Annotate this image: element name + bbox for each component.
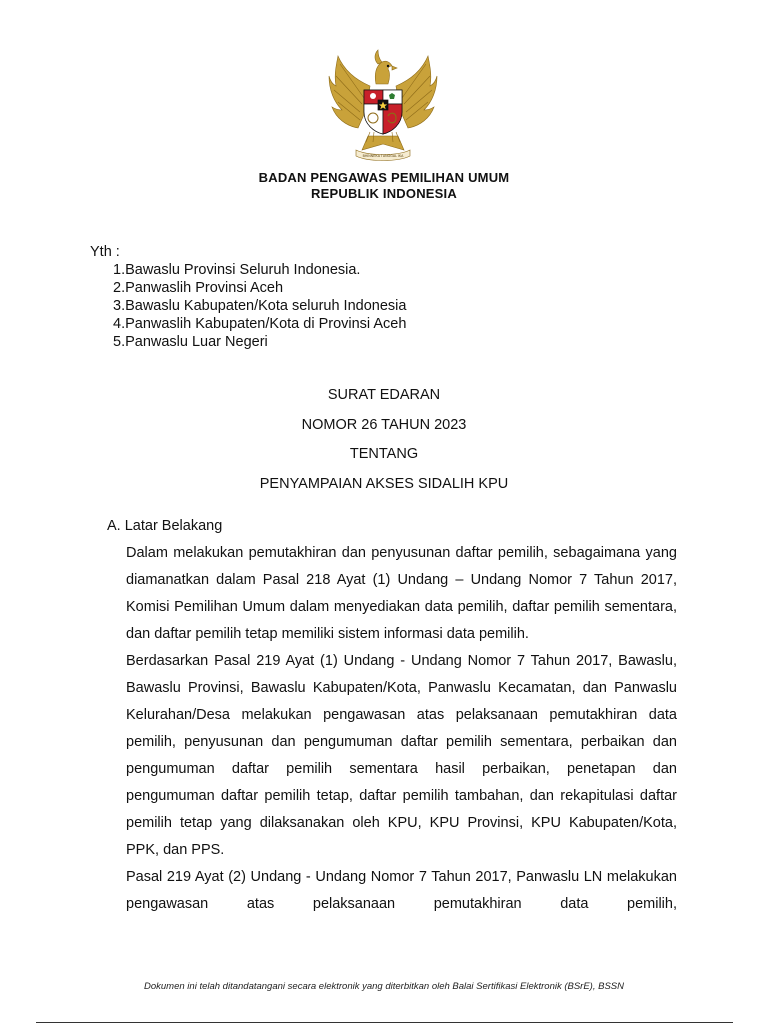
signature-footer-note: Dokumen ini telah ditandatangani secara elektronik yang diterbitkan oleh Balai Sertifikasi Elektronik (BSrE), BSSN <box>144 981 624 992</box>
footer-divider <box>36 1022 733 1023</box>
body-paragraph: Pasal 219 Ayat (2) Undang - Undang Nomor 7 Tahun 2017, Panwaslu LN melakukan pengawasan atas pelaksanaan pemutakhiran data pemilih, <box>126 869 677 912</box>
section-heading: A. Latar Belakang <box>107 518 223 534</box>
title-about: TENTANG <box>349 446 419 462</box>
body-paragraph: Berdasarkan Pasal 219 Ayat (1) Undang - Undang Nomor 7 Tahun 2017, Bawaslu, Bawaslu Provinsi, Bawaslu Kabupaten/Kota, Panwaslu Kecamatan, dan Panwaslu Kelurahan/Desa melakukan pengawasan atas pelaksanaan pemutakhiran data pemilih, penyusunan dan pengumuman daftar pemilih sementara, perbaikan dan pengumuman daftar pemilih sementara hasil perbaikan, penetapan dan pengumuman daftar pemilih tetap, daftar pemilih tambahan, dan rekapitulasi daftar pemilih tetap yang dilaksanakan oleh KPU, KPU Provinsi, KPU Kabupaten/Kota, PPK, dan PPS. <box>126 653 677 858</box>
org-name: BADAN PENGAWAS PEMILIHAN UMUM <box>258 170 510 185</box>
title-number: NOMOR 26 TAHUN 2023 <box>301 416 467 433</box>
section-body <box>126 540 677 918</box>
title-subject: PENYAMPAIAN AKSES SIDALIH KPU <box>259 475 509 492</box>
recipient-item: 1.Bawaslu Provinsi Seluruh Indonesia. <box>113 262 361 278</box>
title-type: SURAT EDARAN <box>327 387 441 403</box>
recipient-item: 4.Panwaslih Kabupaten/Kota di Provinsi Aceh <box>113 316 407 332</box>
recipient-list <box>113 261 406 351</box>
document-title <box>0 385 768 503</box>
recipient-item: 5.Panwaslu Luar Negeri <box>113 334 268 350</box>
recipient-item: 3.Bawaslu Kabupaten/Kota seluruh Indonesia <box>113 298 407 314</box>
emblem-motto: BHINNEKA TUNGGAL IKA <box>362 154 404 158</box>
body-paragraph: Dalam melakukan pemutakhiran dan penyusunan daftar pemilih, sebagaimana yang diamanatkan dalam Pasal 218 Ayat (1) Undang – Undang Nomor 7 Tahun 2017, Komisi Pemilihan Umum dalam menyediakan data pemilih, daftar pemilih sementara, dan daftar pemilih tetap memiliki sistem informasi data pemilih. <box>126 545 677 642</box>
addressee-label: Yth : <box>90 244 120 260</box>
garuda-emblem <box>326 40 440 166</box>
org-country: REPUBLIK INDONESIA <box>311 186 457 201</box>
recipient-item: 2.Panwaslih Provinsi Aceh <box>113 280 284 296</box>
organization-header <box>0 170 768 202</box>
